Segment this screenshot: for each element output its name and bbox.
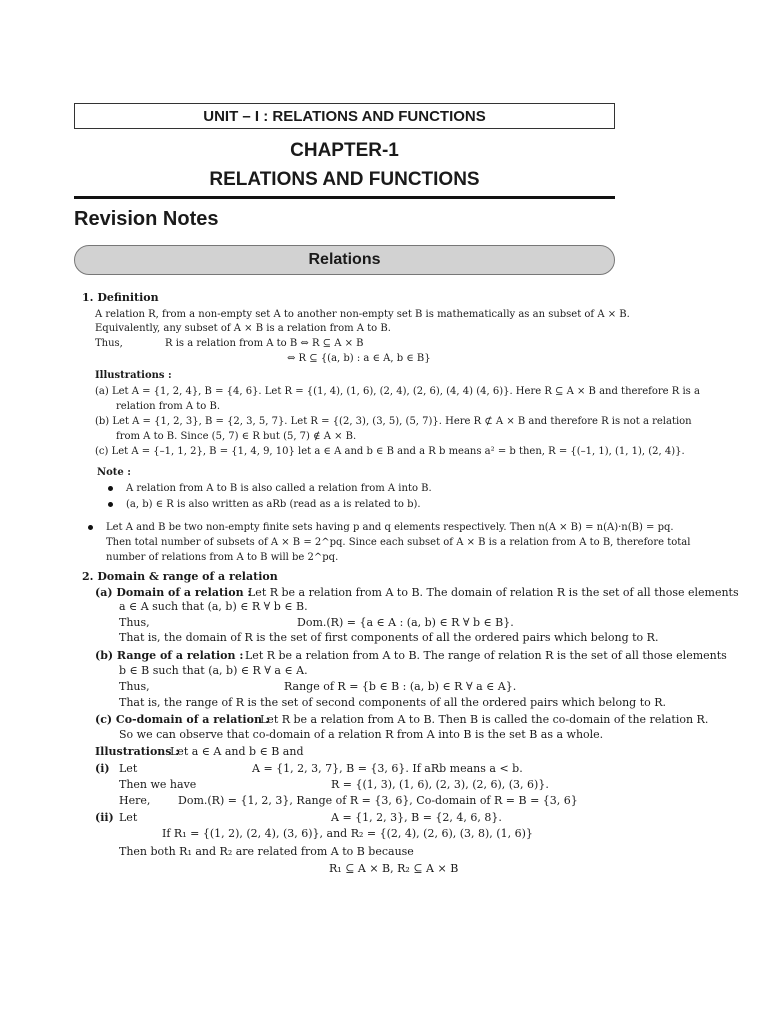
thus-label: Thus, [95,338,123,349]
range-summary: That is, the range of R is the set of second components of all the ordered pairs which belong to R. [119,696,667,709]
example-i-label: (i) [95,762,110,775]
example-i-sets: A = {1, 2, 3, 7}, B = {3, 6}. If aRb means a < b. [252,762,523,775]
example-ii-sets: A = {1, 2, 3}, B = {2, 4, 6, 8}. [331,811,502,824]
bullet-icon [108,502,113,507]
relation-equivalence: ⇔ R ⊆ {(a, b) : a ∈ A, b ∈ B} [287,353,431,364]
relation-equivalence: R is a relation from A to B ⇔ R ⊆ A × B [165,338,364,349]
example-ii-conclusion: R₁ ⊆ A × B, R₂ ⊆ A × B [329,862,459,875]
example-ii-label: (ii) [95,811,114,824]
definition-heading: 1. Definition [82,291,159,304]
range-text: Let R be a relation from A to B. The range of relation R is the set of all those elements [245,649,727,662]
note-item: A relation from A to B is also called a relation from A into B. [126,483,432,494]
section-banner [74,245,615,275]
domain-range-heading: 2. Domain & range of a relation [82,570,278,583]
range-equation: Range of R = {b ∈ B : (a, b) ∈ R ∀ a ∈ A}. [284,680,517,693]
example-i-relation: R = {(1, 3), (1, 6), (2, 3), (2, 6), (3, 6)}. [331,778,549,791]
domain-equation: Dom.(R) = {a ∈ A : (a, b) ∈ R ∀ b ∈ B}. [297,616,514,629]
illustration-a: relation from A to B. [116,401,221,412]
codomain-label: (c) Co-domain of a relation : [95,713,270,726]
illustrations-heading: Illustrations : [95,370,172,381]
revision-notes-heading: Revision Notes [74,208,219,230]
codomain-text: So we can observe that co-domain of a relation R from A into B is the set B as a whole. [119,728,604,741]
example-ii-then: Then both R₁ and R₂ are related from A to B because [119,845,414,858]
domain-label: (a) Domain of a relation : [95,586,252,599]
illustrations-heading: Illustrations : [95,745,180,758]
let-label: Let [119,762,138,775]
illustration-b: (b) Let A = {1, 2, 3}, B = {2, 3, 5, 7}. Let R = {(2, 3), (3, 5), (5, 7)}. Here R ⊄ A × B and therefore R is not a relation [95,416,692,427]
note-item: (a, b) ∈ R is also written as aRb (read as a is related to b). [126,499,421,510]
illustration-c: (c) Let A = {–1, 1, 2}, B = {1, 4, 9, 10} let a ∈ A and b ∈ B and a R b means a² = b then, R = {(–1, 1), (1, 1), (2, 4)}. [95,446,685,457]
unit-title: UNIT – I : RELATIONS AND FUNCTIONS [74,103,615,129]
domain-text: Let R be a relation from A to B. The domain of relation R is the set of all those elements [248,586,739,599]
here-label: Here, [119,794,151,807]
chapter-number: CHAPTER-1 [290,140,399,161]
definition-line: A relation R, from a non-empty set A to another non-empty set B is mathematically as an subset of A × B. [95,309,630,320]
codomain-text: Let R be a relation from A to B. Then B is called the co-domain of the relation R. [260,713,709,726]
illustration-b: from A to B. Since (5, 7) ∈ R but (5, 7) ∉ A × B. [116,431,357,442]
illustration-a: (a) Let A = {1, 2, 4}, B = {4, 6}. Let R = {(1, 4), (1, 6), (2, 4), (2, 6), (4, 4) (4, 6)}. Here R ⊆ A × B and therefore R is a [95,386,700,397]
domain-summary: That is, the domain of R is the set of first components of all the ordered pairs which belong to R. [119,631,659,644]
bullet-icon [88,525,93,530]
illustrations-text: Let a ∈ A and b ∈ B and [170,745,304,758]
thus-label: Thus, [119,680,150,693]
title-divider [74,196,615,199]
then-label: Then we have [119,778,197,791]
count-paragraph: Let A and B be two non-empty finite sets having p and q elements respectively. Then n(A × B) = n(A)·n(B) = pq. [106,522,674,533]
count-paragraph: number of relations from A to B will be 2^pq. [106,552,339,563]
example-ii-relations: If R₁ = {(1, 2), (2, 4), (3, 6)}, and R₂ = {(2, 4), (2, 6), (3, 8), (1, 6)} [162,827,533,840]
section-title: Relations [308,251,381,268]
count-paragraph: Then total number of subsets of A × B = 2^pq. Since each subset of A × B is a relation from A to B, therefore total [106,537,691,548]
thus-label: Thus, [119,616,150,629]
range-label: (b) Range of a relation : [95,649,244,662]
bullet-icon [108,486,113,491]
range-text: b ∈ B such that (a, b) ∈ R ∀ a ∈ A. [119,664,308,677]
example-i-domain: Dom.(R) = {1, 2, 3}, Range of R = {3, 6}, Co-domain of R = B = {3, 6} [178,794,578,807]
definition-line: Equivalently, any subset of A × B is a relation from A to B. [95,323,391,334]
note-heading: Note : [97,467,131,478]
let-label: Let [119,811,138,824]
chapter-title: RELATIONS AND FUNCTIONS [209,169,480,190]
domain-text: a ∈ A such that (a, b) ∈ R ∀ b ∈ B. [119,600,308,613]
